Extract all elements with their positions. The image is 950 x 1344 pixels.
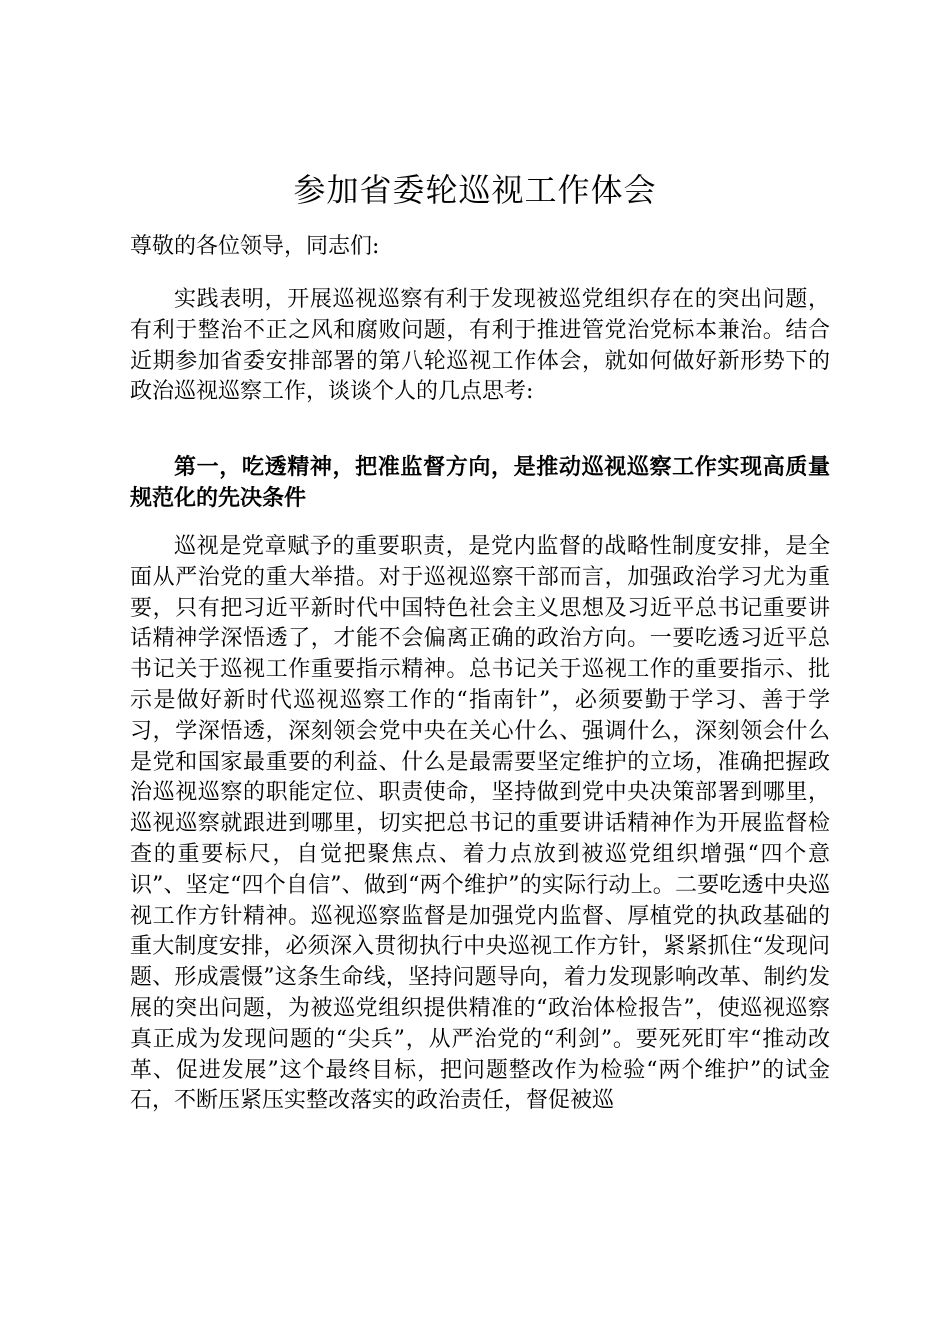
salutation: 尊敬的各位领导，同志们: [130,234,380,259]
section-heading-1: 第一，吃透精神，把准监督方向，是推动巡视巡察工作实现高质量规范化的先决条件 [130,454,830,511]
body-paragraph: 巡视是党章赋予的重要职责，是党内监督的战略性制度安排，是全面从严治党的重大举措。对于巡视巡察干部而言，加强政治学习尤为重要，只有把习近平新时代中国特色社会主义思想及习近平总书记重要讲话精神学深悟透了，才能不会偏离正确的政治方向。一要吃透习近平总书记关于巡视工作重要指示精神。总书记关于巡视工作的重要指示、批示是做好新时代巡视巡察工作的“指南针”，必须要勤于学习、善于学习，学深悟透，深刻领会党中央在关心什么、强调什么，深刻领会什么是党和国家最重要的利益、什么是最需要坚定维护的立场，准确把握政治巡视巡察的职能定位、职责使命，坚持做到党中央决策部署到哪里，巡视巡察就跟进到哪里，切实把总书记的重要讲话精神作为开展监督检查的重要标尺，自觉把聚焦点、着力点放到被巡党组织增强“四个意识”、坚定“四个自信”、做到“两个维护”的实际行动上。二要吃透中央巡视工作方针精神。巡视巡察监督是加强党内监督、厚植党的执政基础的重大制度安排，必须深入贯彻执行中央巡视工作方针，紧紧抓住“发现问题、形成震慑”这条生命线，坚持问题导向，着力发现影响改革、制约发展的突出问题，为被巡党组织提供精准的“政治体检报告”，使巡视巡察真正成为发现问题的“尖兵”，从严治党的“利剑”。要死死盯牢“推动改革、促进发展”这个最终目标，把问题整改作为检验“两个维护”的试金石，不断压紧压实整改落实的政治责任，督促被巡 [130,534,830,1114]
intro-paragraph: 实践表明，开展巡视巡察有利于发现被巡党组织存在的突出问题，有利于整治不正之风和腐败问题，有利于推进管党治党标本兼治。结合近期参加省委安排部署的第八轮巡视工作体会，就如何做好新形势下的政治巡视巡察工作，谈谈个人的几点思考: [130,287,830,405]
document-title: 参加省委轮巡视工作体会 [293,171,657,209]
